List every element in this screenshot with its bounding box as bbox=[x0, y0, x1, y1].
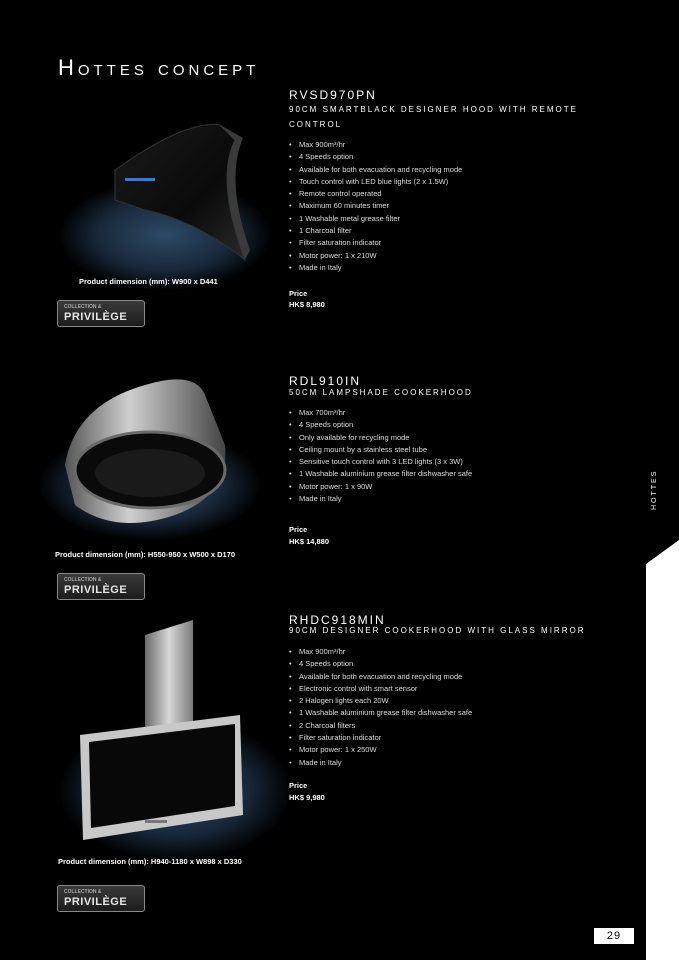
badge-line1: COLLECTION & bbox=[64, 889, 102, 895]
product-subtitle: 90CM DESIGNER COOKERHOOD WITH GLASS MIRROR bbox=[289, 626, 586, 635]
product-dimension: Product dimension (mm): H940-1180 x W898 x D330 bbox=[58, 857, 242, 866]
hood-glass-mirror-image bbox=[75, 620, 250, 850]
product-subtitle: 90CM SMARTBLACK DESIGNER HOOD WITH REMOTE CONTROL bbox=[289, 105, 578, 129]
list-item: • 1 Washable aluminium grease filter dishwasher safe bbox=[289, 707, 472, 719]
list-item: • Motor power: 1 x 250W bbox=[289, 744, 472, 756]
feature-list bbox=[289, 407, 472, 505]
price-value: HK$ 14,880 bbox=[289, 537, 330, 546]
list-item: • Electronic control with smart sensor bbox=[289, 683, 472, 695]
list-item: • 1 Washable metal grease filter bbox=[289, 213, 462, 225]
product-code: RVSD970PN bbox=[289, 88, 377, 102]
list-item: • Filter saturation indicator bbox=[289, 237, 462, 249]
list-item: • 4 Speeds option bbox=[289, 658, 472, 670]
list-item: • Only available for recycling mode bbox=[289, 432, 472, 444]
list-item: • Filter saturation indicator bbox=[289, 732, 472, 744]
list-item: • Made in Italy bbox=[289, 493, 472, 505]
price-label: Price bbox=[289, 525, 308, 534]
list-item: • Touch control with LED blue lights (2 x 1.5W) bbox=[289, 176, 462, 188]
badge-line2: PRIVILÈGE bbox=[64, 896, 128, 908]
product-code: RHDC918MIN bbox=[289, 613, 386, 627]
list-item: • Remote control operated bbox=[289, 188, 462, 200]
page-number: 29 bbox=[594, 928, 634, 944]
list-item: • Maximum 60 minutes timer bbox=[289, 200, 462, 212]
price-label: Price bbox=[289, 289, 308, 298]
list-item: • 2 Halogen lights each 20W bbox=[289, 695, 472, 707]
section-side-label: HOTTES bbox=[651, 469, 658, 511]
list-item: • Max 700m³/hr bbox=[289, 407, 472, 419]
feature-list bbox=[289, 139, 462, 274]
list-item: • Motor power: 1 x 90W bbox=[289, 481, 472, 493]
badge-line1: COLLECTION & bbox=[64, 577, 102, 583]
price-value: HK$ 8,980 bbox=[289, 300, 325, 309]
badge-line1: COLLECTION & bbox=[64, 304, 102, 310]
list-item: • Available for both evacuation and recycling mode bbox=[289, 164, 462, 176]
price-value: HK$ 9,980 bbox=[289, 793, 325, 802]
list-item: • Available for both evacuation and recycling mode bbox=[289, 671, 472, 683]
list-item: • Made in Italy bbox=[289, 757, 472, 769]
product-code: RDL910IN bbox=[289, 374, 362, 388]
price-label: Price bbox=[289, 781, 308, 790]
collection-privilege-badge bbox=[57, 885, 145, 912]
list-item: • Made in Italy bbox=[289, 262, 462, 274]
hood-smartblack-image bbox=[85, 100, 265, 270]
list-item: • Ceiling mount by a stainless steel tube bbox=[289, 444, 472, 456]
section-tab bbox=[646, 0, 679, 540]
list-item: • 2 Charcoal filters bbox=[289, 720, 472, 732]
badge-line2: PRIVILÈGE bbox=[64, 311, 128, 323]
list-item: • 4 Speeds option bbox=[289, 151, 462, 163]
list-item: • Max 900m³/hr bbox=[289, 646, 472, 658]
product-dimension: Product dimension (mm): W900 x D441 bbox=[79, 277, 218, 286]
section-tab-point bbox=[646, 540, 679, 564]
list-item: • 4 Speeds option bbox=[289, 419, 472, 431]
page-title: Hottes concept bbox=[58, 54, 260, 80]
feature-list bbox=[289, 646, 472, 769]
list-item: • Sensitive touch control with 3 LED lights (3 x 3W) bbox=[289, 456, 472, 468]
badge-line2: PRIVILÈGE bbox=[64, 584, 128, 596]
product-dimension: Product dimension (mm): H550-950 x W500 x D170 bbox=[55, 550, 236, 559]
list-item: • Motor power: 1 x 210W bbox=[289, 250, 462, 262]
list-item: • 1 Charcoal filter bbox=[289, 225, 462, 237]
collection-privilege-badge bbox=[57, 573, 145, 600]
list-item: • Max 900m³/hr bbox=[289, 139, 462, 151]
hood-lampshade-image bbox=[55, 365, 240, 545]
list-item: • 1 Washable aluminium grease filter dishwasher safe bbox=[289, 468, 472, 480]
collection-privilege-badge bbox=[57, 300, 145, 327]
product-subtitle: 50CM LAMPSHADE COOKERHOOD bbox=[289, 388, 473, 397]
